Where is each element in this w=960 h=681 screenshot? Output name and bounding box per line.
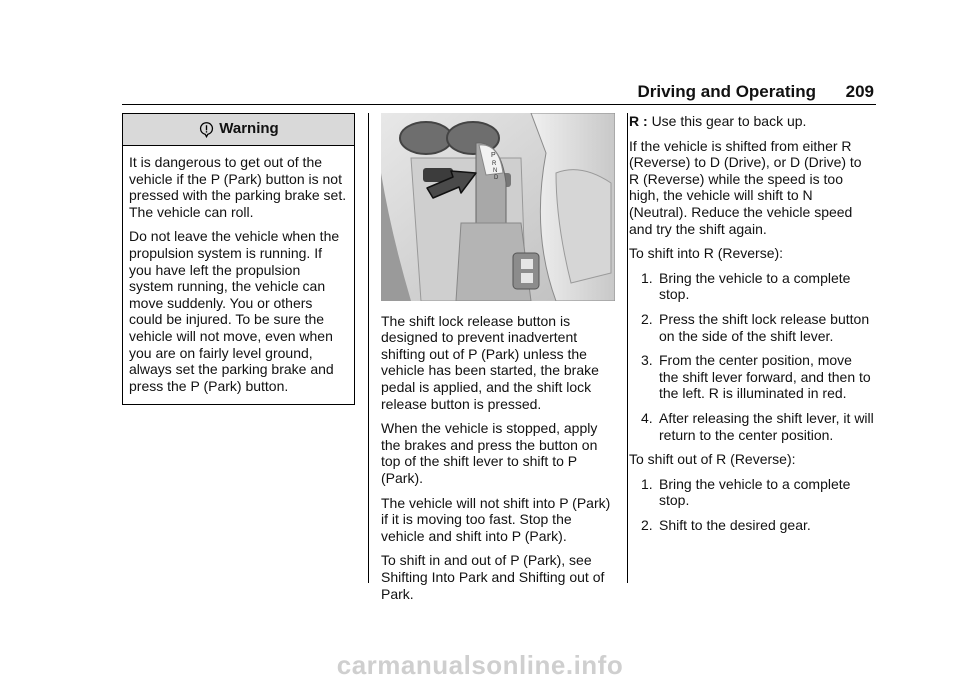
reverse-paragraph: If the vehicle is shifted from either R (Reverse) to D (Drive), or D (Drive) to R (Reverse) while the speed is too high, the vehicle will shift to N (Neutral). Reduce the vehicle speed and try the shift again.: [629, 137, 862, 237]
list-item: 1. Bring the vehicle to a complete stop.: [641, 269, 851, 303]
body-text-2: When the vehicle is stopped, apply the brakes and press the button on top of the shift lever to shift to P (Park).: [381, 420, 598, 486]
list-item: 3. From the center position, move the shift lever forward, and then to the left. R is illuminated in red.: [641, 352, 871, 402]
shift-out-steps: [629, 476, 874, 534]
page-header: [122, 78, 876, 105]
warning-text-2: Do not leave the vehicle when the propulsion system is running. If you have left the propulsion system running, the vehicle can move suddenly. You or others could be injured. To be sure the vehicle will not move, even when you are on fairly level ground, always set the parking brake and press the P (Park) button.: [129, 228, 340, 394]
body-text-1: The shift lock release button is designed to prevent inadvertent shifting out of P (Park) unless the vehicle has been started, the brake pedal is applied, and the shift lock release button is pressed.: [381, 312, 599, 412]
gear-letter-n: N: [493, 168, 498, 174]
warning-header: [123, 114, 354, 146]
watermark: carmanualsonline.info: [336, 650, 624, 680]
gear-letter-d: D: [494, 175, 499, 181]
page-number: 209: [845, 82, 874, 101]
shift-out-heading: To shift out of R (Reverse):: [629, 451, 796, 468]
column-right: [629, 113, 874, 541]
section-title: Driving and Operating: [637, 82, 816, 101]
list-item: 4. After releasing the shift lever, it will return to the center position.: [641, 409, 874, 443]
warning-icon: [198, 121, 215, 138]
shift-into-steps: [629, 270, 874, 443]
body-text-3: The vehicle will not shift into P (Park) if it is moving too fast. Stop the vehicle and shift into P (Park).: [381, 494, 611, 544]
shift-lever-photo: [381, 113, 615, 301]
column-divider-2: [627, 113, 628, 583]
reverse-definition: [629, 113, 874, 130]
warning-box: [122, 113, 355, 405]
warning-title: Warning: [219, 120, 279, 138]
reverse-text: Use this gear to back up.: [651, 113, 807, 129]
reverse-label: R :: [629, 113, 648, 129]
column-middle: [381, 113, 617, 610]
list-item: 2. Press the shift lock release button on the side of the shift lever.: [641, 310, 870, 344]
warning-text-1: It is dangerous to get out of the vehicle if the P (Park) button is not pressed with the parking brake set. The vehicle can roll.: [129, 154, 347, 220]
gear-letter-p: P: [491, 152, 496, 159]
shift-into-heading: To shift into R (Reverse):: [629, 245, 784, 262]
gear-letter-r: R: [492, 161, 497, 167]
list-item: 1. Bring the vehicle to a complete stop.: [641, 475, 851, 509]
body-text-4: To shift in and out of P (Park), see Shifting Into Park and Shifting out of Park.: [381, 552, 605, 602]
column-divider-1: [368, 113, 369, 583]
list-item: 2. Shift to the desired gear.: [641, 516, 811, 533]
column-left: [122, 113, 355, 405]
